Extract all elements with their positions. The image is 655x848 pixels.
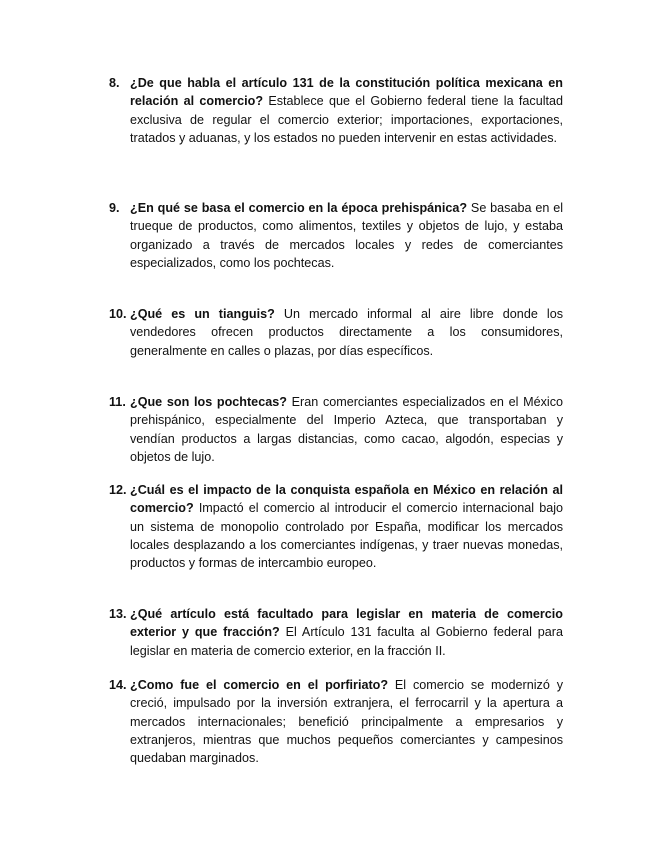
answer-text: El Artículo 131 faculta al Gobierno federal para legislar en materia de comercio exterior, en la fracción II. — [130, 625, 564, 658]
question-number: 13. — [109, 607, 127, 621]
answer-text: El comercio se modernizó y creció, impulsado por la inversión extranjera, el ferrocarril y la apertura a mercados internacionales; benefició principalmente a empresarios y extranjeros, mientras que muchos pequeños comerciantes y campesinos quedaban marginados. — [130, 678, 564, 766]
answer-text: Un mercado informal al aire libre donde los vendedores ofrecen productos directamente a los consumidores, generalmente en calles o plazas, por días específicos. — [130, 307, 563, 358]
question-number: 10. — [109, 307, 127, 321]
question-text: ¿Cuál es el impacto de la conquista española en México en relación al comercio? — [130, 483, 563, 516]
question-body — [130, 481, 563, 572]
question-number: 14. — [109, 678, 127, 692]
question-item-8 — [109, 74, 563, 147]
question-item-10 — [109, 305, 563, 360]
question-number: 12. — [109, 483, 127, 497]
question-item-11 — [109, 393, 563, 466]
question-item-13 — [109, 605, 563, 660]
question-text: ¿Como fue el comercio en el porfiriato? — [130, 678, 389, 692]
answer-text: Eran comerciantes especializados en el México prehispánico, especialmente del Imperio Azteca, que transportaban y vendían productos a largas distancias, como cacao, algodón, especias y objetos de lujo. — [130, 395, 563, 464]
question-text: ¿En qué se basa el comercio en la época prehispánica? — [130, 201, 468, 215]
question-body — [130, 676, 563, 767]
answer-text: Se basaba en el trueque de productos, como alimentos, textiles y objetos de lujo, y estaba organizado a través de mercados locales y redes de comerciantes especializados, como los pochtecas. — [130, 201, 564, 270]
answer-text: Impactó el comercio al introducir el comercio internacional bajo un sistema de monopolio controlado por España, modificar los mercados locales desplazando a los comerciantes indígenas, y traer nuevas monedas, productos y formas de intercambio europeo. — [130, 501, 564, 571]
question-body — [130, 199, 563, 272]
question-body — [130, 74, 563, 147]
question-body — [130, 305, 563, 360]
question-text: ¿De que habla el artículo 131 de la constitución política mexicana en relación al comercio? — [130, 76, 563, 109]
question-number: 8. — [109, 76, 120, 90]
question-item-12 — [109, 481, 563, 572]
question-item-9 — [109, 199, 563, 272]
question-body — [130, 393, 563, 466]
question-number: 11. — [109, 395, 126, 409]
question-item-14 — [109, 676, 563, 767]
answer-text: Establece que el Gobierno federal tiene la facultad exclusiva de regular el comercio exterior; importaciones, exportaciones, tratados y aduanas, y los estados no pueden intervenir en estas actividades. — [130, 94, 563, 145]
question-number: 9. — [109, 201, 120, 215]
question-body — [130, 605, 563, 660]
question-text: ¿Que son los pochtecas? — [130, 395, 287, 409]
question-text: ¿Qué artículo está facultado para legislar en materia de comercio exterior y que fracción? — [130, 607, 563, 640]
question-text: ¿Qué es un tianguis? — [130, 307, 275, 321]
